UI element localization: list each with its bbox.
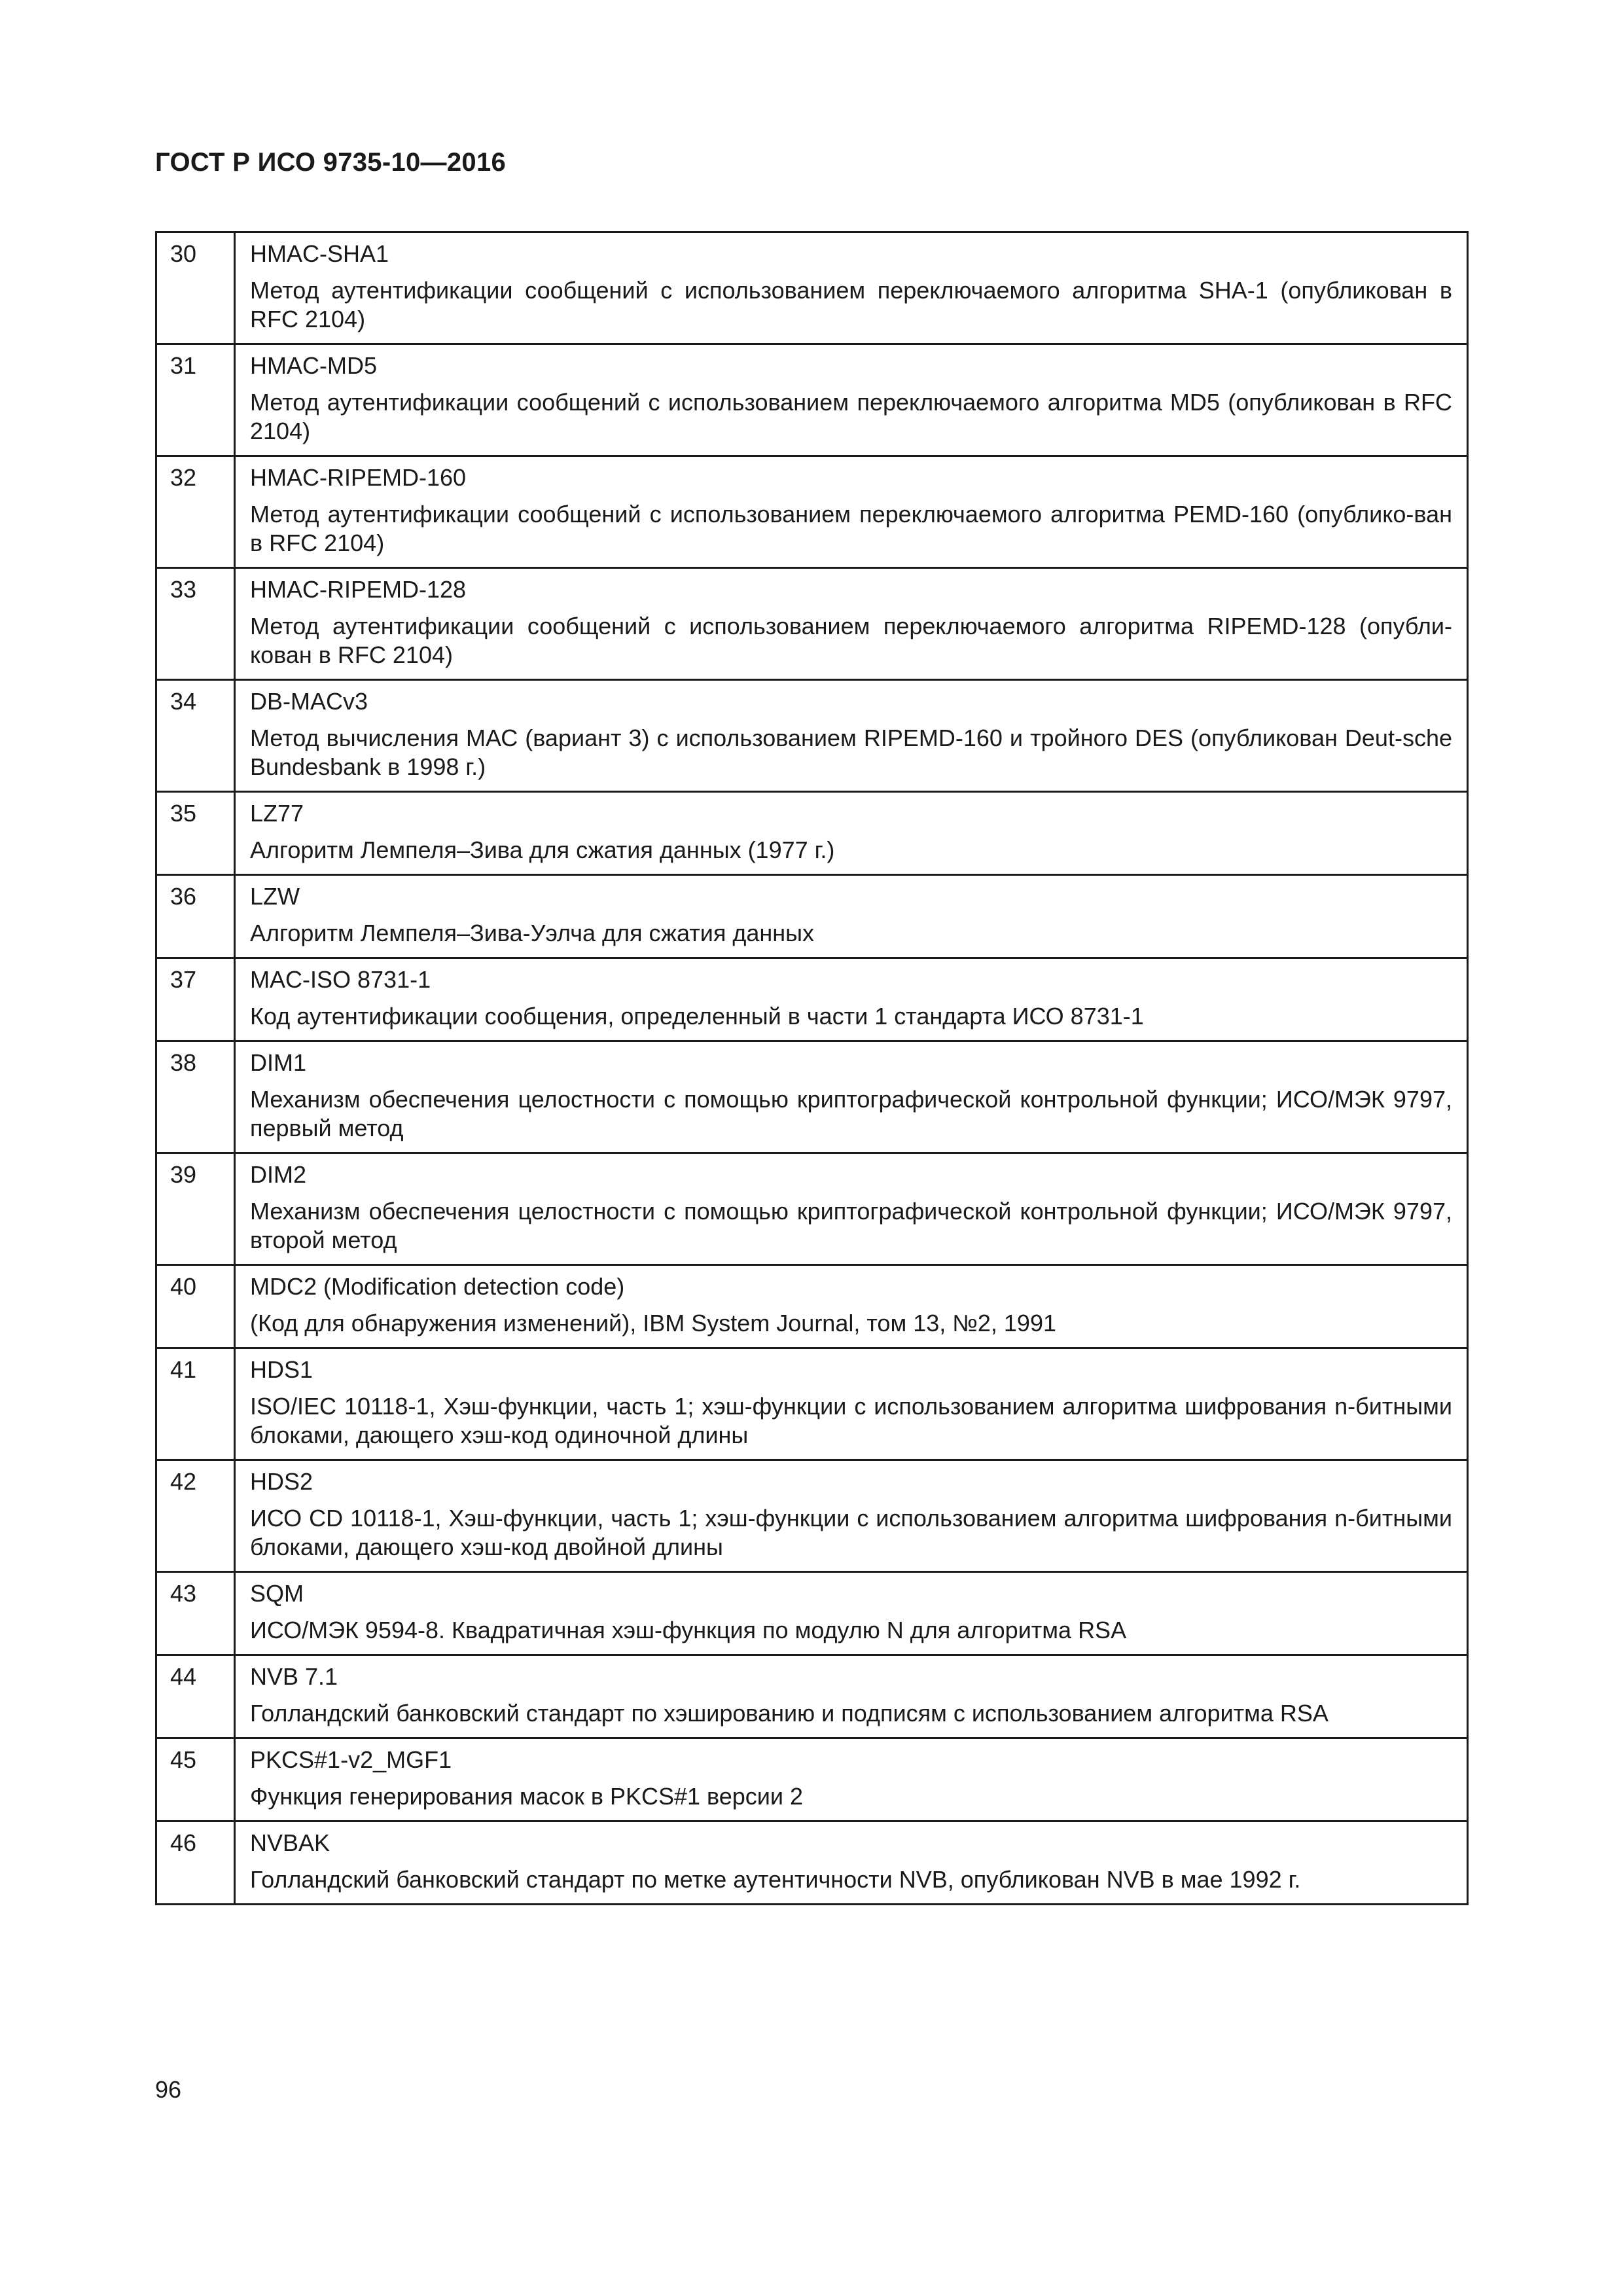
- entry-description: Голландский банковский стандарт по метке аутентичности NVB, опубликован NVB в мае 1992 г.: [250, 1866, 1301, 1893]
- table-row: [156, 1460, 1468, 1572]
- row-number: 42: [156, 1460, 235, 1572]
- table-row: [156, 344, 1468, 456]
- entry-name: LZ77: [250, 800, 304, 827]
- entry-name: HDS2: [250, 1468, 313, 1495]
- table-row: [156, 1041, 1468, 1153]
- table-row: [156, 1572, 1468, 1655]
- entry-description: Код аутентификации сообщения, определенный в части 1 стандарта ИСО 8731-1: [250, 1003, 1144, 1030]
- entry-name: SQM: [250, 1580, 304, 1607]
- entry-cell: [235, 875, 1468, 958]
- table-row: [156, 792, 1468, 875]
- entry-cell: [235, 1265, 1468, 1348]
- entry-cell: [235, 1153, 1468, 1265]
- entry-cell: [235, 680, 1468, 792]
- row-number: 33: [156, 568, 235, 680]
- entry-name: DIM1: [250, 1049, 307, 1076]
- entry-name: PKCS#1-v2_MGF1: [250, 1746, 452, 1773]
- row-number: 45: [156, 1738, 235, 1821]
- entry-description: (Код для обнаружения изменений), IBM System Journal, том 13, №2, 1991: [250, 1310, 1056, 1336]
- entry-cell: [235, 958, 1468, 1041]
- row-number: 31: [156, 344, 235, 456]
- entry-name: DIM2: [250, 1161, 307, 1188]
- page-number: 96: [155, 2076, 182, 2103]
- entry-cell: [235, 568, 1468, 680]
- entry-description: Метод аутентификации сообщений с использованием переключаемого алгоритма RIPEMD-128 (опубли-кован в RFC 2104): [250, 613, 1452, 668]
- entry-description: Функция генерирования масок в PKCS#1 версии 2: [250, 1783, 804, 1810]
- entry-name: NVBAK: [250, 1829, 330, 1856]
- entry-cell: [235, 1348, 1468, 1460]
- row-number: 41: [156, 1348, 235, 1460]
- table-row: [156, 232, 1468, 344]
- entry-name: NVB 7.1: [250, 1663, 338, 1690]
- table-row: [156, 875, 1468, 958]
- table-row: [156, 680, 1468, 792]
- entry-description: Метод вычисления МАС (вариант 3) с использованием RIPEMD-160 и тройного DES (опубликован Deut-sche Bundesbank в 1998 г.): [250, 725, 1452, 780]
- entry-name: HMAC-RIPEMD-160: [250, 464, 467, 491]
- table-row: [156, 1738, 1468, 1821]
- code-list-table: [155, 231, 1469, 1905]
- table-row: [156, 1265, 1468, 1348]
- row-number: 30: [156, 232, 235, 344]
- row-number: 43: [156, 1572, 235, 1655]
- row-number: 37: [156, 958, 235, 1041]
- entry-description: Алгоритм Лемпеля–Зива для сжатия данных (1977 г.): [250, 836, 835, 863]
- entry-cell: [235, 456, 1468, 568]
- row-number: 36: [156, 875, 235, 958]
- entry-description: Метод аутентификации сообщений с использованием переключаемого алгоритма MD5 (опубликован в RFC 2104): [250, 389, 1452, 444]
- entry-name: MDC2 (Modification detection code): [250, 1273, 625, 1300]
- table-row: [156, 958, 1468, 1041]
- entry-description: ИСО CD 10118-1, Хэш-функции, часть 1; хэш-функции с использованием алгоритма шифрования n-битными блоками, дающего хэш-код двойной длины: [250, 1505, 1452, 1560]
- entry-cell: [235, 1821, 1468, 1905]
- entry-cell: [235, 1041, 1468, 1153]
- entry-description: Механизм обеспечения целостности с помощью криптографической контрольной функции; ИСО/МЭК 9797, второй метод: [250, 1198, 1452, 1253]
- row-number: 38: [156, 1041, 235, 1153]
- page-header-title: ГОСТ Р ИСО 9735-10—2016: [155, 148, 507, 177]
- entry-name: HDS1: [250, 1356, 313, 1383]
- row-number: 40: [156, 1265, 235, 1348]
- table-row: [156, 1348, 1468, 1460]
- table-row: [156, 1655, 1468, 1738]
- row-number: 34: [156, 680, 235, 792]
- entry-description: Алгоритм Лемпеля–Зива-Уэлча для сжатия данных: [250, 920, 814, 946]
- row-number: 44: [156, 1655, 235, 1738]
- row-number: 35: [156, 792, 235, 875]
- entry-description: Метод аутентификации сообщений с использованием переключаемого алгоритма PEMD-160 (опублико-ван в RFC 2104): [250, 501, 1452, 556]
- entry-cell: [235, 1460, 1468, 1572]
- entry-description: ИСО/МЭК 9594-8. Квадратичная хэш-функция по модулю N для алгоритма RSA: [250, 1617, 1127, 1643]
- table-row: [156, 568, 1468, 680]
- entry-cell: [235, 792, 1468, 875]
- entry-name: MAC-ISO 8731-1: [250, 966, 431, 993]
- entry-cell: [235, 232, 1468, 344]
- entry-name: DB-MACv3: [250, 688, 368, 715]
- table-row: [156, 1153, 1468, 1265]
- entry-cell: [235, 1655, 1468, 1738]
- row-number: 39: [156, 1153, 235, 1265]
- code-list-table-body: [156, 232, 1468, 1905]
- entry-name: LZW: [250, 883, 300, 910]
- row-number: 32: [156, 456, 235, 568]
- entry-name: HMAC-MD5: [250, 352, 377, 379]
- entry-description: Голландский банковский стандарт по хэшированию и подписям с использованием алгоритма RSA: [250, 1700, 1329, 1727]
- entry-cell: [235, 1572, 1468, 1655]
- entry-description: Метод аутентификации сообщений с использованием переключаемого алгоритма SHA-1 (опубликован в RFC 2104): [250, 277, 1452, 332]
- row-number: 46: [156, 1821, 235, 1905]
- entry-description: Механизм обеспечения целостности с помощью криптографической контрольной функции; ИСО/МЭК 9797, первый метод: [250, 1086, 1452, 1141]
- entry-name: HMAC-SHA1: [250, 240, 389, 267]
- entry-name: HMAC-RIPEMD-128: [250, 576, 467, 603]
- entry-cell: [235, 1738, 1468, 1821]
- table-row: [156, 1821, 1468, 1905]
- entry-cell: [235, 344, 1468, 456]
- entry-description: ISO/IEC 10118-1, Хэш-функции, часть 1; хэш-функции с использованием алгоритма шифрования n-битными блоками, дающего хэш-код одиночной длины: [250, 1393, 1452, 1448]
- table-row: [156, 456, 1468, 568]
